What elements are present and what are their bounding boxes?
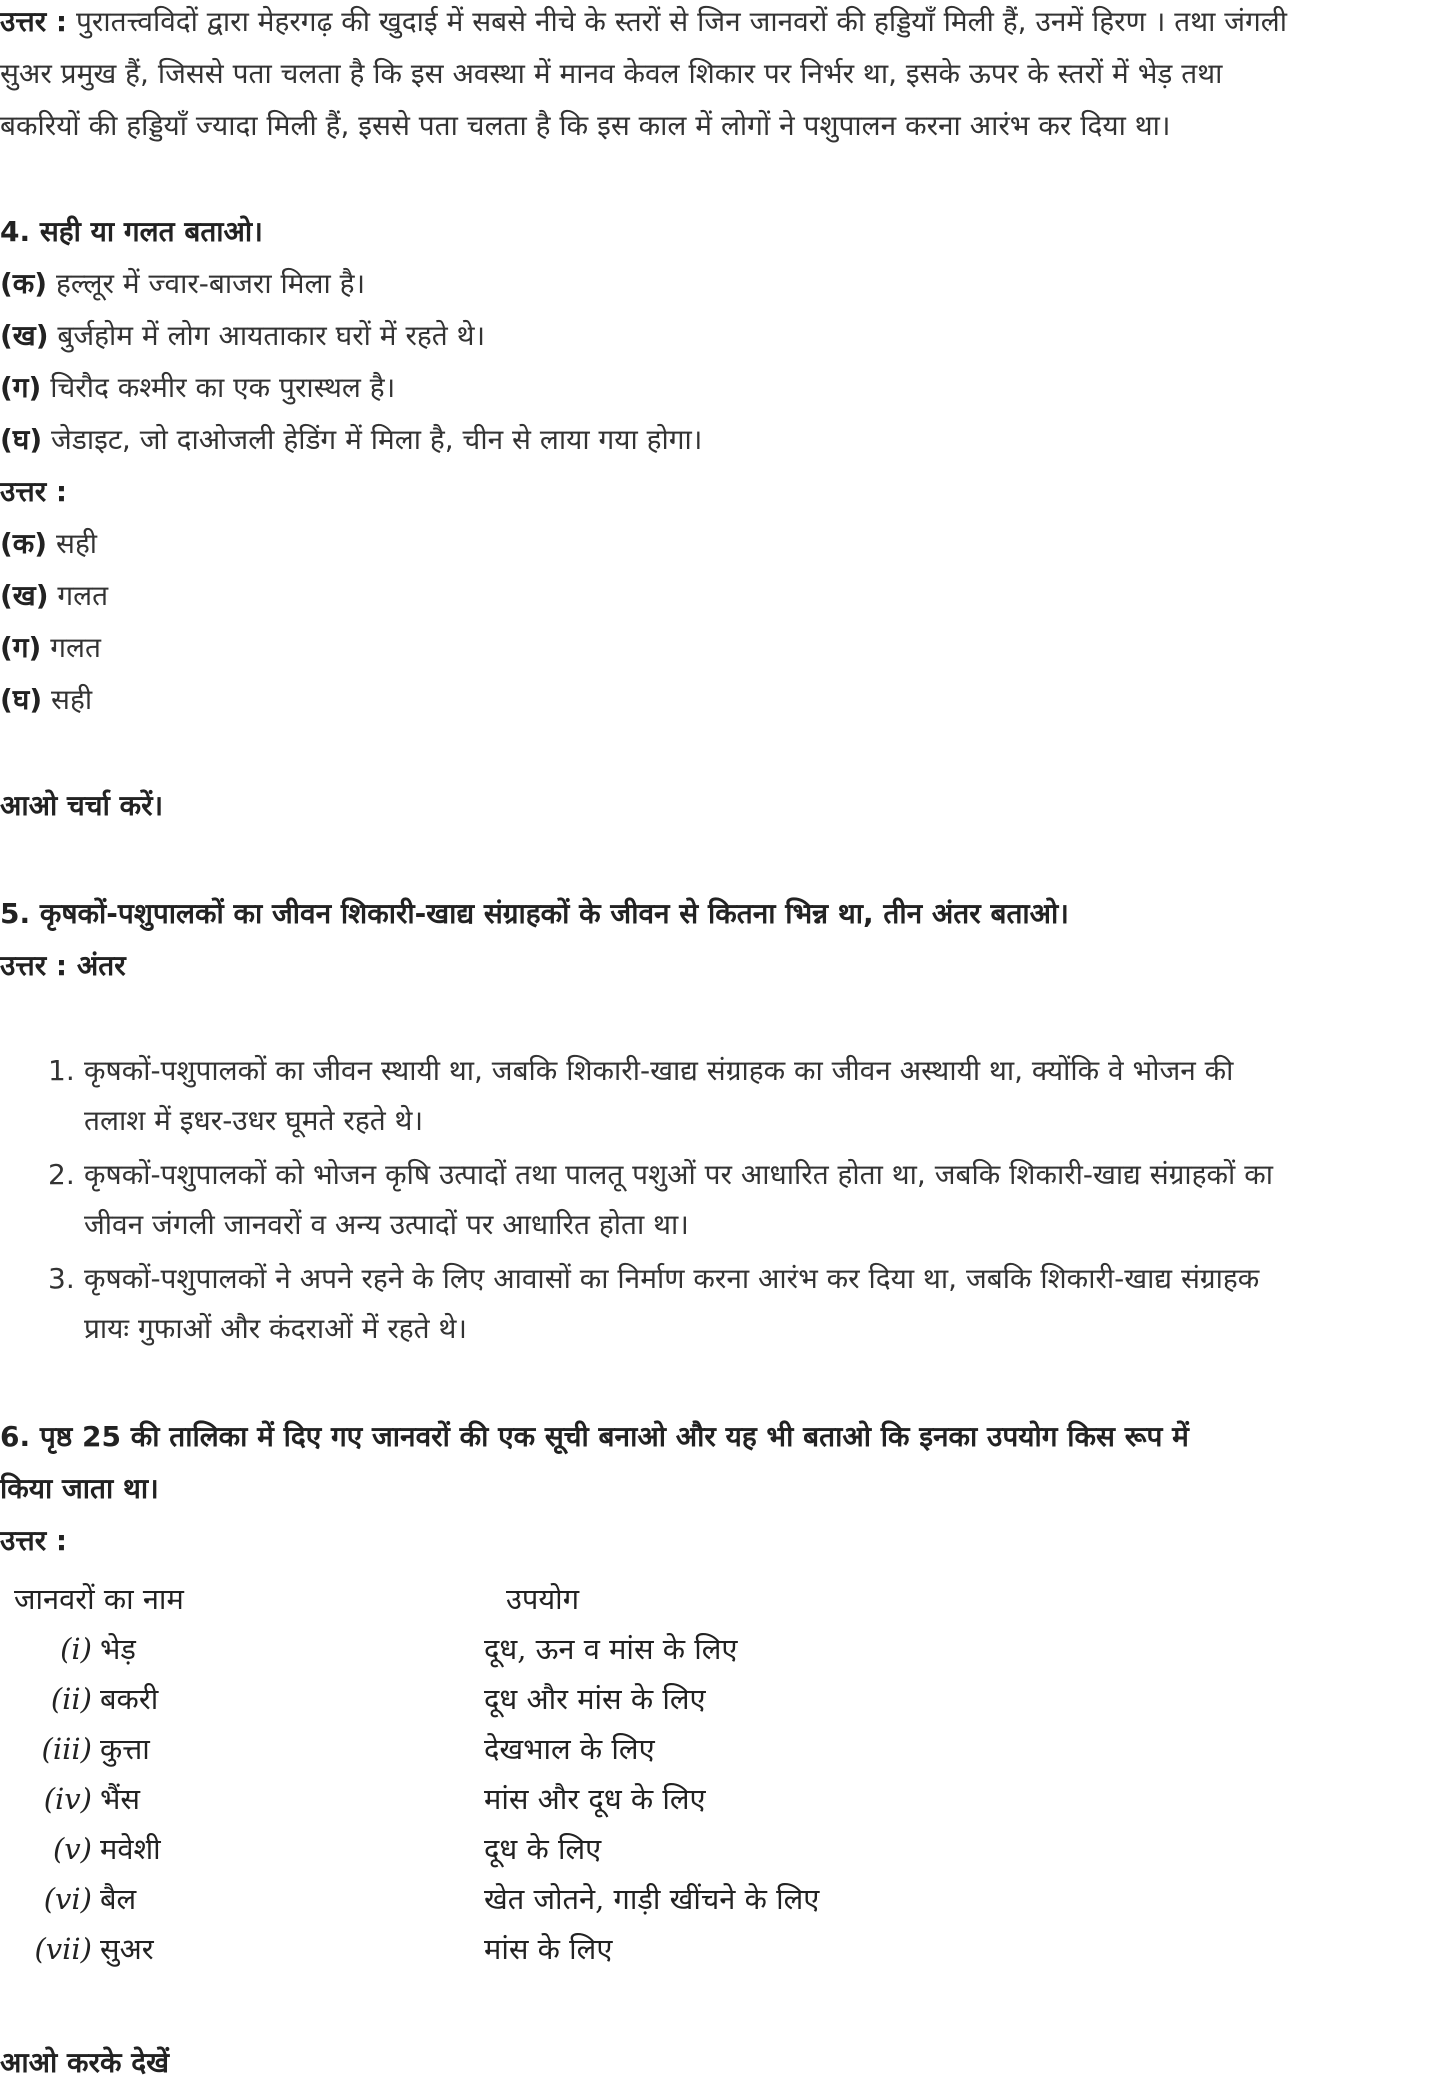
answer-label: उत्तर : bbox=[0, 5, 68, 38]
answer-item: (घ) सही bbox=[0, 683, 93, 716]
question-5 bbox=[0, 888, 1437, 992]
table-row: (iv) भैंस मांस और दूध के लिए bbox=[43, 1782, 706, 1816]
question-4 bbox=[0, 206, 1437, 726]
list-item: (घ) जेडाइट, जो दाओजली हेडिंग में मिला है, चीन से लाया गया होगा। bbox=[0, 423, 703, 456]
list-item: (ख) बुर्जहोम में लोग आयताकार घरों में रहते थे। bbox=[0, 319, 486, 352]
answer-label: उत्तर : अंतर bbox=[0, 949, 126, 982]
list-item: 1. कृषकों-पशुपालकों का जीवन स्थायी था, जबकि शिकारी-खाद्य संग्राहक का जीवन अस्थायी था, क्योंकि वे भोजन की तलाश में इधर-उधर घूमते रहते थे। bbox=[48, 1054, 1234, 1137]
answer-item: (ग) गलत bbox=[0, 631, 101, 664]
list-item: (ग) चिरौद कश्मीर का एक पुरास्थल है। bbox=[0, 371, 396, 404]
question-heading: 5. कृषकों-पशुपालकों का जीवन शिकारी-खाद्य संग्राहकों के जीवन से कितना भिन्न था, तीन अंतर बताओ। bbox=[0, 897, 1069, 930]
answer-label: उत्तर : bbox=[0, 475, 68, 508]
table-row: (vii) सुअर मांस के लिए bbox=[34, 1932, 613, 1966]
differences-list bbox=[0, 1046, 1437, 1354]
answer-item: (ख) गलत bbox=[0, 579, 109, 612]
list-item: (क) हल्लूर में ज्वार-बाजरा मिला है। bbox=[0, 267, 366, 300]
answer-item: (क) सही bbox=[0, 527, 98, 560]
table-header: जानवरों का नाम उपयोग bbox=[14, 1582, 580, 1616]
discuss-heading: आओ चर्चा करें। bbox=[0, 789, 164, 822]
question-heading: 4. सही या गलत बताओ। bbox=[0, 215, 263, 248]
table-row: (i) भेड़ दूध, ऊन व मांस के लिए bbox=[60, 1632, 738, 1666]
do-heading: आओ करके देखें bbox=[0, 2046, 169, 2079]
table-row: (vi) बैल खेत जोतने, गाड़ी खींचने के लिए bbox=[43, 1882, 820, 1916]
table-row: (ii) बकरी दूध और मांस के लिए bbox=[50, 1682, 706, 1716]
question-6: 6. पृष्ठ 25 की तालिका में दिए गए जानवरों की एक सूची बनाओ और यह भी बताओ कि इनका उपयोग किस रूप में किया जाता था। उत्तर : bbox=[0, 1411, 1437, 1567]
list-item: 2. कृषकों-पशुपालकों को भोजन कृषि उत्पादों तथा पालतू पशुओं पर आधारित होता था, जबकि शिकारी-खाद्य संग्राहकों का जीवन जंगली जानवरों व अन्य उत्पादों पर आधारित होता था। bbox=[48, 1158, 1273, 1241]
question-heading: 6. पृष्ठ 25 की तालिका में दिए गए जानवरों की एक सूची बनाओ और यह भी बताओ कि इनका उपयोग किस रूप में bbox=[0, 1420, 1189, 1453]
answer-3: उत्तर : पुरातत्त्वविदों द्वारा मेहरगढ़ की खुदाई में सबसे नीचे के स्तरों से जिन जानवरों की हड्डियाँ मिली हैं, उनमें हिरण । तथा जंगली सुअर प्रमुख हैं, जिससे पता चलता है कि इस अवस्था में मानव केवल शिकार पर निर्भर था, इसके ऊपर के स्तरों में भेड़ तथा बकरियों की हड्डियाँ ज्यादा मिली हैं, इससे पता चलता है कि इस काल में लोगों ने पशुपालन करना आरंभ कर दिया था। bbox=[0, 5, 1288, 142]
table-row: (iii) कुत्ता देखभाल के लिए bbox=[41, 1732, 655, 1766]
answer-label: उत्तर : bbox=[0, 1524, 68, 1557]
animals-table bbox=[0, 1574, 950, 1974]
table-row: (v) मवेशी दूध के लिए bbox=[52, 1832, 602, 1866]
list-item: 3. कृषकों-पशुपालकों ने अपने रहने के लिए आवासों का निर्माण करना आरंभ कर दिया था, जबकि शिकारी-खाद्य संग्राहक प्रायः गुफाओं और कंदराओं में रहते थे। bbox=[48, 1262, 1260, 1345]
